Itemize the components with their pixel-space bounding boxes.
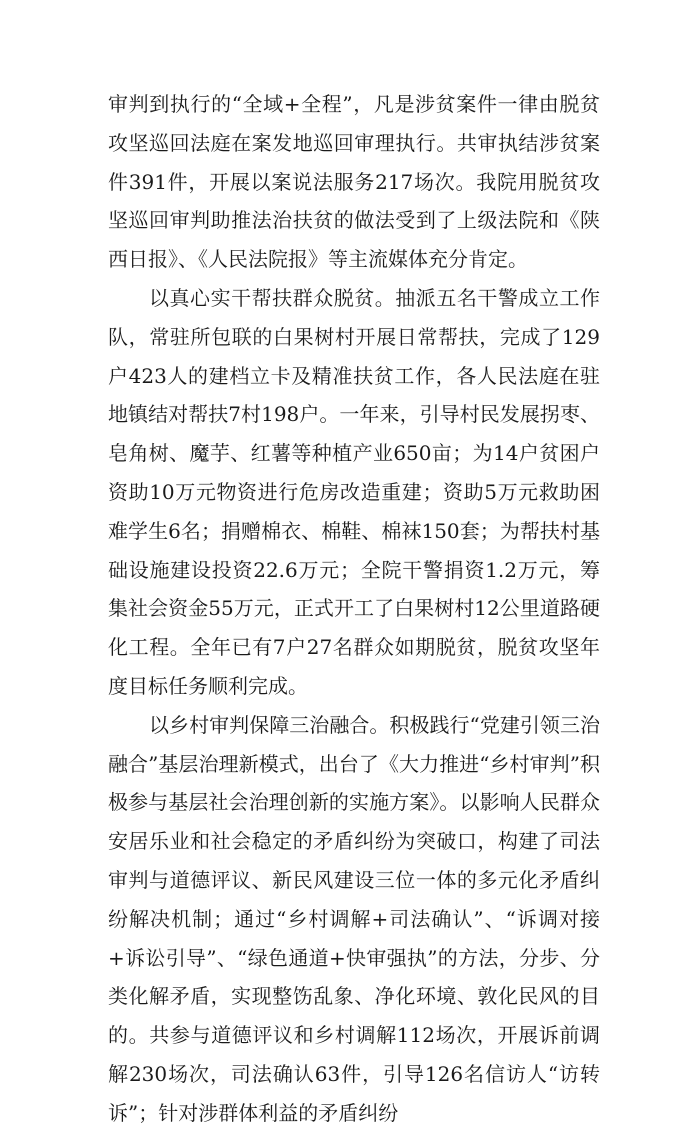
paragraph-2: 以真心实干帮扶群众脱贫。抽派五名干警成立工作队，常驻所包联的白果树村开展日常帮扶，完成了129户423人的建档立卡及精准扶贫工作，各人民法庭在驻地镇结对帮扶7村198户。一年来，引导村民发展拐枣、皂角树、魔芋、红薯等种植产业650亩；为14户贫困户资助10万元物资进行危房改造重建；资助5万元救助困难学生6名；捐赠棉衣、棉鞋、棉袜150套；为帮扶村基础设施建设投资22.6万元；全院干警捐资1.2万元，筹集社会资金55万元，正式开工了白果树村12公里道路硬化工程。全年已有7户27名群众如期脱贫，脱贫攻坚年度目标任务顺利完成。 — [108, 285, 600, 698]
document-body — [108, 85, 600, 1133]
paragraph-3: 以乡村审判保障三治融合。积极践行“党建引领三治融合”基层治理新模式，出台了《大力推进“乡村审判”积极参与基层社会治理创新的实施方案》。以影响人民群众安居乐业和社会稳定的矛盾纠纷为突破口，构建了司法审判与道德评议、新民风建设三位一体的多元化矛盾纠纷解决机制；通过“乡村调解+司法确认”、“诉调对接+诉讼引导”、“绿色通道+快审强执”的方法，分步、分类化解矛盾，实现整饬乱象、净化环境、敦化民风的目的。共参与道德评议和乡村调解112场次，开展诉前调解230场次，司法确认63件，引导126名信访人“访转诉”；针对涉群体利益的矛盾纠纷 — [108, 712, 600, 1125]
paragraph-1: 审判到执行的“全域+全程”，凡是涉贫案件一律由脱贫攻坚巡回法庭在案发地巡回审理执行。共审执结涉贫案件391件，开展以案说法服务217场次。我院用脱贫攻坚巡回审判助推法治扶贫的做法受到了上级法院和《陕西日报》、《人民法院报》等主流媒体充分肯定。 — [108, 92, 600, 272]
